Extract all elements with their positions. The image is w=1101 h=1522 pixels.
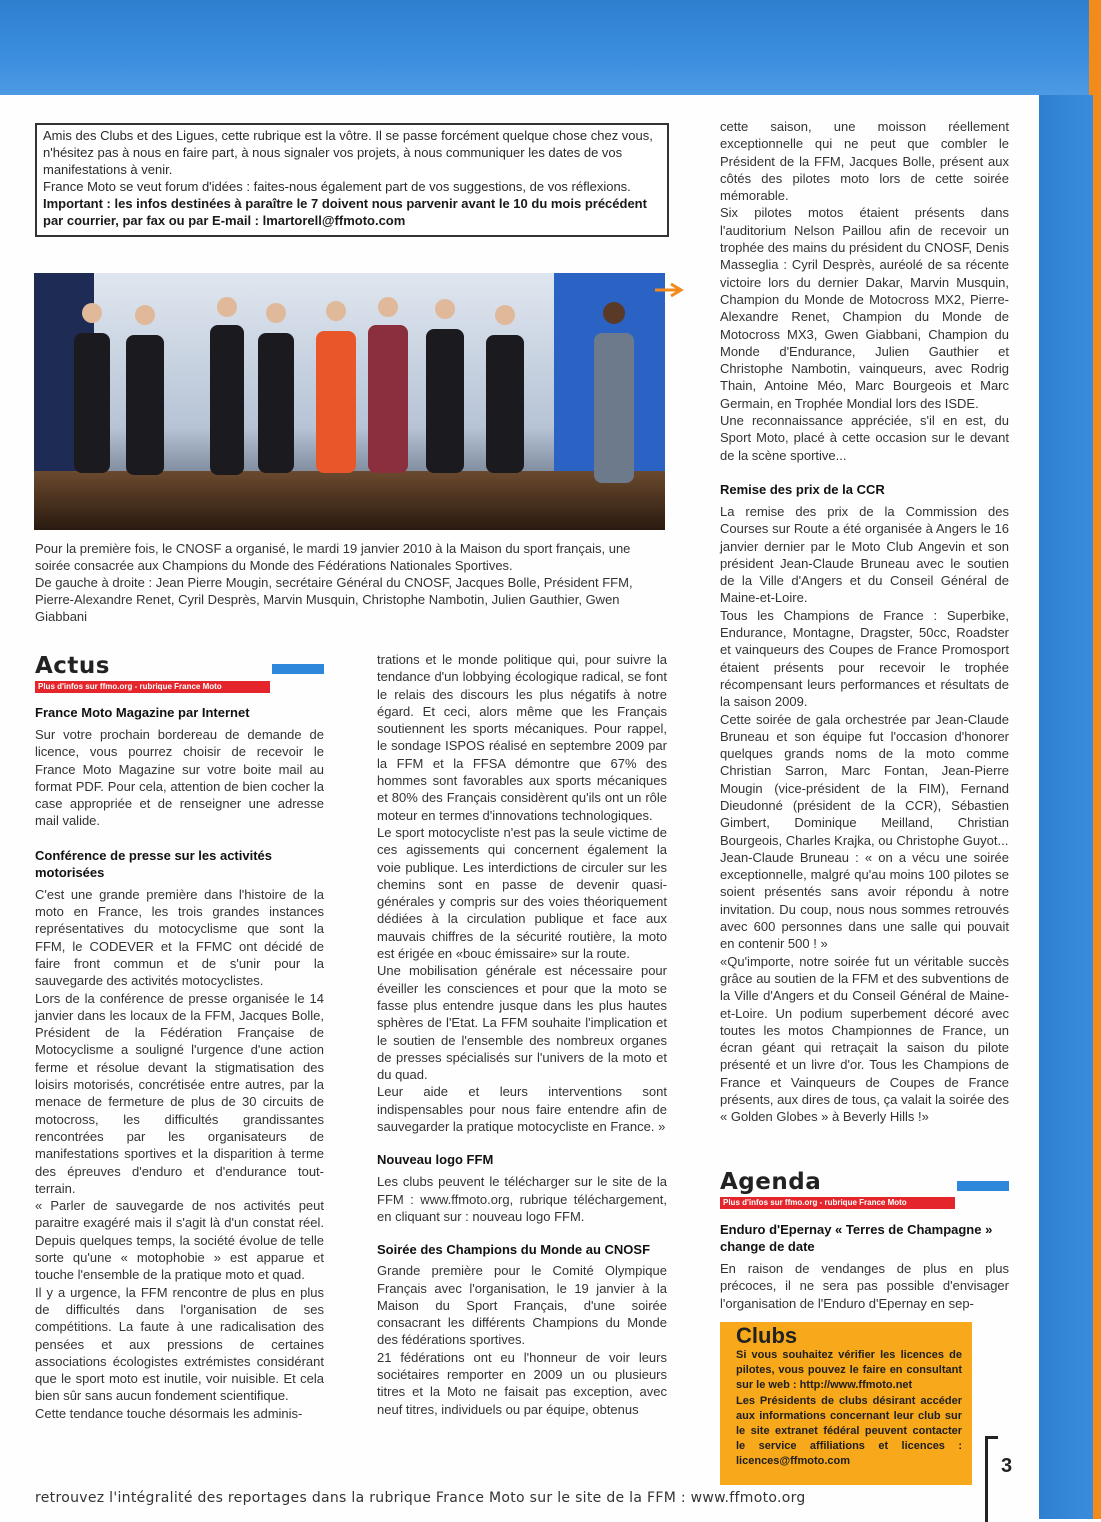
notice-box bbox=[35, 123, 669, 237]
actus-subline: Plus d'infos sur ffmo.org - rubrique France Moto bbox=[35, 681, 270, 693]
paragraph: La remise des prix de la Commission des Courses sur Route a été organisée à Angers le 16 janvier dernier par le Moto Club Angevin et son président Jean-Claude Bruneau avec le soutien de la Ville d'Angers et du Conseil Général de Maine-et-Loire. bbox=[720, 503, 1009, 606]
paragraph: Lors de la conférence de presse organisée le 14 janvier dans les locaux de la FFM, Jacques Bolle, Président de la Fédération Française de Motocyclisme a souligné l'urgence d'une action ferme et résolue devant la stigmatisation des loisirs motorisés, concrétisée entre autres, par la menace de fermeture de plus de 30 circuits de motocross, les difficultés grandissantes rencontrées par les organisateurs de manifestations sportives et la disparition à terme des épreuves d'enduro et d'endurance tout-terrain. bbox=[35, 990, 324, 1196]
paragraph: cette saison, une moisson réellement exceptionnelle qui ne peut que combler le Président de la FFM, Jacques Bolle, présent aux côtés des pilotes moto lors de cette soirée mémorable. bbox=[720, 119, 1009, 204]
notice-important: Important : les infos destinées à paraître le 7 doivent nous parvenir avant le 10 du mois précédent par courrier, par fax ou par E-mail : lmartorell@ffmoto.com bbox=[43, 196, 647, 228]
clubs-title: Clubs bbox=[736, 1323, 798, 1348]
column-1 bbox=[35, 704, 324, 1422]
heading-nouveau-logo: Nouveau logo FFM bbox=[377, 1152, 494, 1168]
agenda-title: Agenda bbox=[720, 1169, 822, 1195]
column-2 bbox=[377, 651, 667, 1418]
actus-blue-bar bbox=[272, 664, 324, 674]
paragraph: Il y a urgence, la FFM rencontre de plus en plus de difficultés dans l'organisation de ses compétitions. La faute à une radicalisation des pensées et aux pressions de certaines associations écologistes extrémistes considérant que le sport moto est inutile, voir nuisible. Et cela bien sûr sans aucun fondement scientifique. bbox=[35, 1284, 324, 1404]
paragraph: Tous les Champions de France : Superbike, Endurance, Montagne, Dragster, 50cc, Roadster et vainqueurs des Coupes de France Promosport étaient présents pour recevoir le trophée récompensant leurs performances et résultats de la saison 2009. bbox=[720, 607, 1009, 710]
paragraph: Les clubs peuvent le télécharger sur le site de la FFM : www.ffmoto.org, rubrique téléchargement, en cliquant sur : nouveau logo FFM. bbox=[377, 1174, 667, 1224]
paragraph: En raison de vendanges de plus en plus précoces, il ne sera pas possible d'envisager l'organisation de l'Enduro d'Epernay en sep- bbox=[720, 1261, 1009, 1311]
heading-enduro-epernay: Enduro d'Epernay « Terres de Champagne » change de date bbox=[720, 1222, 993, 1254]
paragraph: « Parler de sauvegarde de nos activités peut paraitre exagéré mais il s'agit là d'un constat réel. Depuis quelques temps, la société évolue de telle sorte qu'une « motophobie » est apparue et touche l'ensemble de la pratique moto et quad. bbox=[35, 1198, 324, 1283]
clubs-box bbox=[720, 1322, 972, 1485]
heading-remise-prix-ccr: Remise des prix de la CCR bbox=[720, 481, 885, 497]
paragraph: 21 fédérations ont eu l'honneur de voir leurs sociétaires remporter en 2009 un ou plusieurs titres et la Moto ne faisait pas exception, avec neuf titres, individuels ou par équipe, obtenus bbox=[377, 1349, 667, 1417]
paragraph: C'est une grande première dans l'histoire de la moto en France, les trois grandes instances représentatives du motocyclisme que sont la FFM, le CODEVER et la FFMC ont décidé de faire front commun et de s'unir pour la sauvegarde des activités motocyclistes. bbox=[35, 886, 324, 989]
photo-caption bbox=[35, 540, 667, 625]
clubs-text-2: Les Présidents de clubs désirant accéder aux informations concernant leur club sur le site extranet fédéral peuvent contacter le service affiliations et licences : licences@ffmoto.com bbox=[736, 1394, 962, 1468]
arrow-icon bbox=[653, 282, 689, 298]
paragraph: trations et le monde politique qui, pour suivre la tendance d'un lobbying écologique radical, se font le relais des discours les plus négatifs à notre égard. Et ceci, alors même que les Français soutiennent les sports mécaniques. Pour rappel, le sondage ISPOS réalisé en septembre 2009 par la FFM et la FFSA démontre que 67% des hommes sont favorables aux sports mécaniques et 80% des Français considèrent qu'ils ont un rôle moteur en termes d'innovations technologiques. bbox=[377, 652, 667, 823]
paragraph: Sur votre prochain bordereau de demande de licence, vous pourrez choisir de recevoir le France Moto Magazine sur votre boite mail au format PDF. Pour cela, attention de bien cocher la case appropriée et de renseigner une adresse mail valide. bbox=[35, 727, 324, 829]
paragraph: Une mobilisation générale est nécessaire pour éveiller les consciences et pour que la moto se fasse plus entendre jusque dans les plus hautes sphères de l'Etat. La FFM souhaite l'implication et le soutien de l'ensemble des nombreux organes de presses spécialisés sur l'univers de la moto et du quad. bbox=[377, 963, 667, 1083]
paragraph: Le sport motocycliste n'est pas la seule victime de ces agissements qui concernent également la voie publique. Les interdictions de circuler sur les chemins sont en passe de devenir quasi-générales y compris sur des voies théoriquement dédiées à la circulation publique et face aux mauvais chiffres de la sécurité routière, la moto est érigée en «bouc émissaire» sur la route. bbox=[377, 824, 667, 962]
paragraph: Cette tendance touche désormais les adminis- bbox=[35, 1405, 303, 1421]
paragraph: Une reconnaissance appréciée, s'il en est, du Sport Moto, placé à cette occasion sur le devant de la scène sportive... bbox=[720, 413, 1009, 463]
header-band bbox=[0, 0, 1101, 95]
clubs-text-1: Si vous souhaitez vérifier les licences de pilotes, vous pouvez le faire en consultant sur le web : http://www.ffmoto.net bbox=[736, 1349, 962, 1392]
agenda-item bbox=[720, 1221, 1009, 1312]
paragraph: Six pilotes motos étaient présents dans l'auditorium Nelson Paillou afin de recevoir un trophée des mains du président du CNOSF, Denis Masseglia : Cyril Desprès, auréolé de sa récente victoire lors du dernier Dakar, Marvin Musquin, Champion du Monde de Motocross MX2, Pierre-Alexandre Renet, Champion du Monde de Motocross MX3, Gwen Giabbani, Champion du Monde d'Endurance, Julien Gauthier et Christophe Nambotin, vainqueurs, avec Rodrig Thain, Antoine Méo, Marc Bourgeois et Marc Germain, en Trophée Mondial lors des ISDE. bbox=[720, 205, 1009, 411]
heading-soiree-champions: Soirée des Champions du Monde au CNOSF bbox=[377, 1242, 651, 1258]
paragraph: Jean-Claude Bruneau : « on a vécu une soirée exceptionnelle, malgré qu'au moins 100 pilotes se soient présentés sans avoir répondu à notre invitation. Du coup, nous nous sommes retrouvés avec 600 personnes dans une salle qui pouvait en contenir 500 ! » bbox=[720, 849, 1009, 952]
caption-text-1: Pour la première fois, le CNOSF a organisé, le mardi 19 janvier 2010 à la Maison du sport français, une soirée consacrée aux Champions du Monde des Fédérations Nationales Sportives. bbox=[35, 541, 631, 573]
paragraph: Cette soirée de gala orchestrée par Jean-Claude Bruneau et son équipe fut l'occasion d'honorer quelques grands noms de la moto comme Christian Sarron, Marc Fontan, Jean-Pierre Mougin (vice-président de la FIM), Fernand Dieudonné (président de la CCR), Sébastien Gimbert, Dominique Meilland, Christian Bourgeois, Charles Krajka, ou Christophe Guyot... bbox=[720, 711, 1009, 848]
event-photo-illustration bbox=[34, 273, 665, 530]
page-number-mark bbox=[985, 1436, 998, 1522]
agenda-heading bbox=[720, 1170, 821, 1194]
notice-text-2: France Moto se veut forum d'idées : faites-nous également part de vos suggestions, de vos réflexions. bbox=[43, 179, 631, 194]
footer-text: retrouvez l'intégralité des reportages dans la rubrique France Moto sur le site de la FFM : www.ffmoto.org bbox=[35, 1490, 806, 1506]
paragraph: «Qu'importe, notre soirée fut un véritable succès grâce au soutien de la FFM et des subventions de la Ville d'Angers et du Conseil Général de Maine-et-Loire. Un podium superbement décoré avec toutes les motos Championnes de France, un écran géant qui retraçait la saison du pilote présenté et un livre d'or. Tous les Champions de France et Vainqueurs de Coupes de France présents, aux dires de tous, ça valait la soirée des « Golden Globes » à Beverly Hills !» bbox=[720, 953, 1009, 1125]
actus-title: Actus bbox=[35, 653, 110, 679]
notice-text-1: Amis des Clubs et des Ligues, cette rubrique est la vôtre. Il se passe forcément quelque chose chez vous, n'hésitez pas à nous en faire part, à nous signaler vos projets, à nous communiquer les dates de vos manifestations à venir. bbox=[43, 128, 653, 177]
column-3 bbox=[720, 118, 1009, 1126]
paragraph: Leur aide et leurs interventions sont indispensables pour nous faire entendre afin de sauvegarder la pratique motocycliste en France. » bbox=[377, 1084, 667, 1135]
event-photo bbox=[34, 273, 665, 530]
actus-heading bbox=[35, 654, 110, 678]
page-number: 3 bbox=[1001, 1455, 1013, 1477]
heading-conference-presse: Conférence de presse sur les activités motorisées bbox=[35, 847, 273, 880]
right-side-band bbox=[1039, 95, 1101, 1519]
agenda-subline: Plus d'infos sur ffmo.org - rubrique France Moto bbox=[720, 1197, 955, 1209]
agenda-blue-bar bbox=[957, 1181, 1009, 1191]
heading-france-moto-magazine: France Moto Magazine par Internet bbox=[35, 705, 250, 720]
caption-text-2: De gauche à droite : Jean Pierre Mougin, secrétaire Général du CNOSF, Jacques Bolle, Président FFM, Pierre-Alexandre Renet, Cyril Desprès, Marvin Musquin, Christophe Nambotin, Julien Gauthier, Gwen Giabbani bbox=[35, 575, 633, 624]
clubs-body bbox=[736, 1348, 962, 1470]
paragraph: Grande première pour le Comité Olympique Français avec l'organisation, le 19 janvier à la Maison du Sport Français, d'une soirée consacrant les différents Champions du Monde des fédérations sportives. bbox=[377, 1263, 667, 1348]
